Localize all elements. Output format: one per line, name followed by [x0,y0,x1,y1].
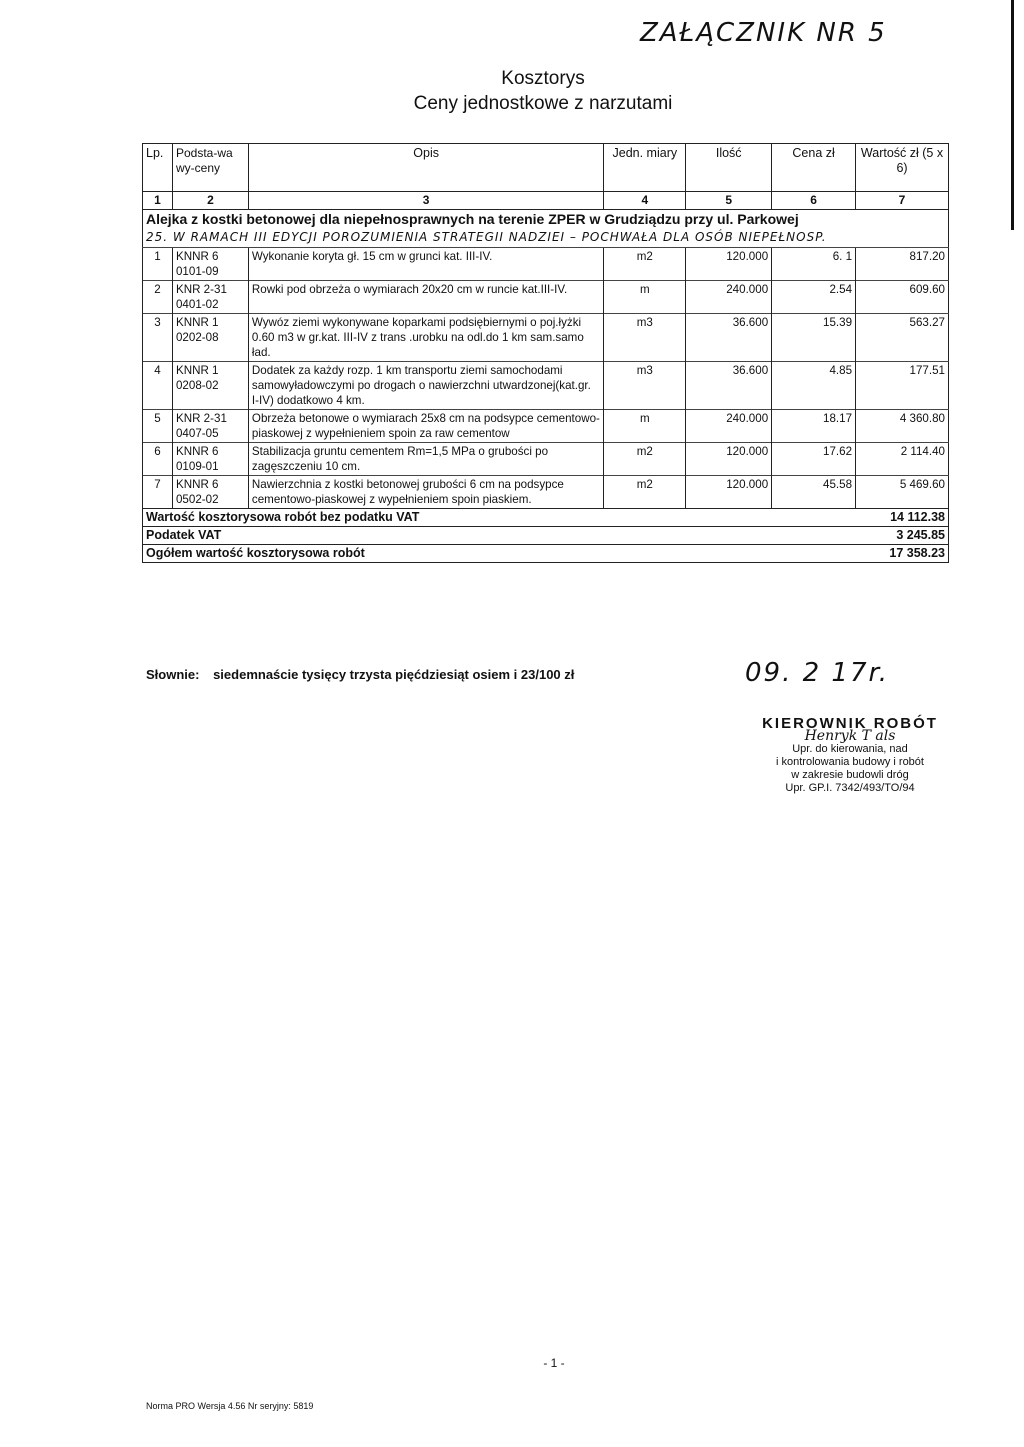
stamp-line-3: Upr. do kierowania, nad [792,743,908,755]
row-description: Nawierzchnia z kostki betonowej grubości 6 cm na podsypce cementowo-piaskowej z wypełnieniem spoin piaskiem. [248,476,603,509]
page-number: - 1 - [543,1356,565,1370]
stamp-signature: Henryk T als [804,728,896,744]
section-title: Alejka z kostki betonowej dla niepełnosprawnych na terenie ZPER w Grudziądzu przy ul. Parkowej [146,211,799,227]
header-price: Cena zł [772,144,856,192]
col-num-5: 5 [686,192,772,210]
row-price: 18.17 [772,410,856,443]
table-row [143,362,949,410]
row-basis: KNR 2-31 0401-02 [172,281,248,314]
row-price: 2.54 [772,281,856,314]
row-basis: KNNR 6 0109-01 [172,443,248,476]
row-lp: 2 [143,281,173,314]
col-num-7: 7 [856,192,949,210]
row-unit: m [604,281,686,314]
row-unit: m3 [604,314,686,362]
header-lp: Lp. [143,144,173,192]
row-price: 45.58 [772,476,856,509]
vat-value: 3 245.85 [772,527,949,545]
row-description: Obrzeża betonowe o wymiarach 25x8 cm na podsypce cementowo-piaskowej z wypełnieniem spoin za raw cementow [248,410,603,443]
row-basis: KNNR 6 0101-09 [172,248,248,281]
row-lp: 1 [143,248,173,281]
handwritten-date: 09. 2 17r. [745,658,890,688]
table-row [143,314,949,362]
header-description: Opis [248,144,603,192]
total-net-label: Wartość kosztorysowa robót bez podatku VAT [143,509,772,527]
stamp-line-4: i kontrolowania budowy i robót [776,756,924,768]
col-num-2: 2 [172,192,248,210]
row-price: 15.39 [772,314,856,362]
row-unit: m2 [604,443,686,476]
row-value: 609.60 [856,281,949,314]
row-price: 4.85 [772,362,856,410]
row-lp: 4 [143,362,173,410]
table-row [143,476,949,509]
col-num-1: 1 [143,192,173,210]
total-net-row [143,509,949,527]
row-quantity: 36.600 [686,314,772,362]
row-unit: m [604,410,686,443]
stamp-line-6: Upr. GP.I. 7342/493/TO/94 [785,782,915,794]
title-line-2: Ceny jednostkowe z narzutami [413,93,673,114]
row-description: Wykonanie koryta gł. 15 cm w grunci kat. III-IV. [248,248,603,281]
row-lp: 6 [143,443,173,476]
row-basis: KNNR 1 0202-08 [172,314,248,362]
row-lp: 3 [143,314,173,362]
row-lp: 5 [143,410,173,443]
table-row [143,281,949,314]
header-unit: Jedn. miary [604,144,686,192]
amount-in-words-text: siedemnaście tysięcy trzysta pięćdziesiąt osiem i 23/100 zł [213,667,575,682]
stamp-title: KIEROWNIK ROBÓT [762,715,938,732]
table-row [143,443,949,476]
title-line-1: Kosztorys [501,68,585,89]
amount-in-words [146,667,574,682]
table-row [143,248,949,281]
column-number-row [143,192,949,210]
row-quantity: 240.000 [686,281,772,314]
manager-stamp [740,717,960,795]
row-quantity: 120.000 [686,443,772,476]
grand-total-label: Ogółem wartość kosztorysowa robót [143,545,772,563]
row-unit: m2 [604,248,686,281]
software-footer: Norma PRO Wersja 4.56 Nr seryjny: 5819 [146,1401,314,1411]
table-header-row [143,144,949,192]
handwritten-section-note: 25. W RAMACH III EDYCJI POROZUMIENIA STRATEGII NADZIEI – POCHWAŁA DLA OSÓB NIEPEŁNOSP. [146,230,827,244]
header-basis: Podsta-wa wy-ceny [172,144,248,192]
row-unit: m3 [604,362,686,410]
row-description: Stabilizacja gruntu cementem Rm=1,5 MPa o grubości po zagęszczeniu 10 cm. [248,443,603,476]
row-price: 17.62 [772,443,856,476]
table-row [143,410,949,443]
header-value: Wartość zł (5 x 6) [856,144,949,192]
row-unit: m2 [604,476,686,509]
amount-in-words-label: Słownie: [146,667,200,682]
row-value: 817.20 [856,248,949,281]
col-num-3: 3 [248,192,603,210]
row-value: 563.27 [856,314,949,362]
vat-row [143,527,949,545]
row-quantity: 120.000 [686,248,772,281]
vat-label: Podatek VAT [143,527,772,545]
row-quantity: 36.600 [686,362,772,410]
row-quantity: 120.000 [686,476,772,509]
row-description: Wywóz ziemi wykonywane koparkami podsiębiernymi o poj.łyżki 0.60 m3 w gr.kat. III-IV z trans .urobku na odl.do 1 km sam.samo ład. [248,314,603,362]
col-num-4: 4 [604,192,686,210]
document-title [388,66,698,116]
row-description: Rowki pod obrzeża o wymiarach 20x20 cm w runcie kat.III-IV. [248,281,603,314]
row-basis: KNNR 6 0502-02 [172,476,248,509]
scan-edge-mark [1011,0,1014,230]
row-basis: KNNR 1 0208-02 [172,362,248,410]
header-quantity: Ilość [686,144,772,192]
stamp-line-5: w zakresie budowli dróg [791,769,909,781]
row-value: 177.51 [856,362,949,410]
handwritten-annex-label: ZAŁĄCZNIK NR 5 [640,18,887,48]
total-net-value: 14 112.38 [772,509,949,527]
row-quantity: 240.000 [686,410,772,443]
row-price: 6. 1 [772,248,856,281]
section-title-row [143,210,949,230]
row-description: Dodatek za każdy rozp. 1 km transportu ziemi samochodami samowyładowczymi po drogach o nawierzchni utwardzonej(kat.gr. I-IV) dodatkowo 4 km. [248,362,603,410]
row-value: 5 469.60 [856,476,949,509]
row-lp: 7 [143,476,173,509]
cost-estimate-table [142,143,949,563]
row-value: 2 114.40 [856,443,949,476]
section-note-row [143,229,949,248]
row-basis: KNR 2-31 0407-05 [172,410,248,443]
row-value: 4 360.80 [856,410,949,443]
grand-total-row [143,545,949,563]
col-num-6: 6 [772,192,856,210]
grand-total-value: 17 358.23 [772,545,949,563]
